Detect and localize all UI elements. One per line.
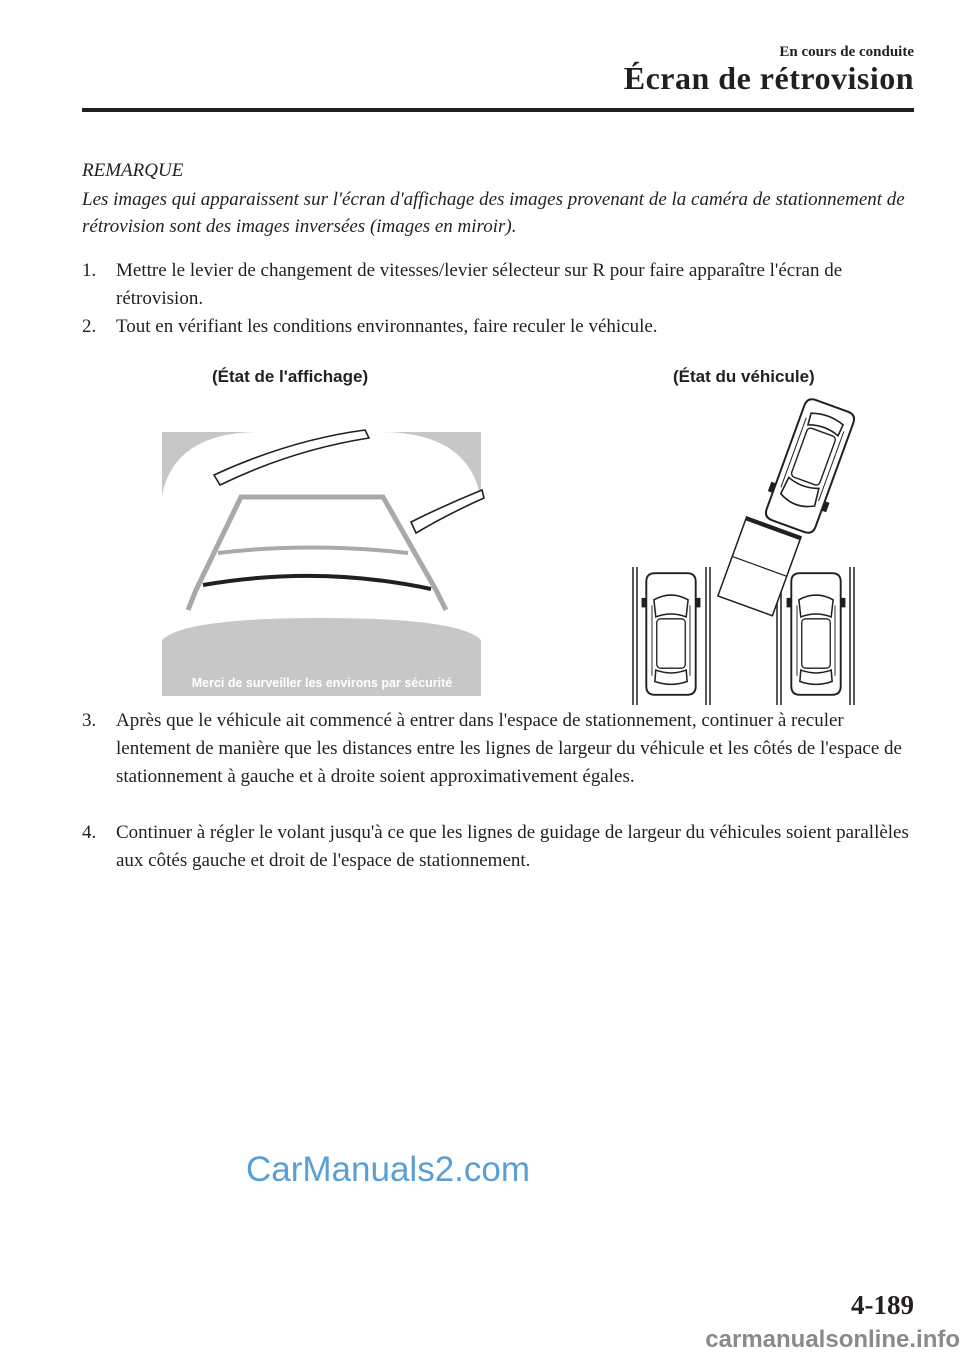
step-3 — [82, 707, 914, 791]
step-number: 4. — [82, 822, 97, 843]
reversing-car — [759, 395, 861, 536]
note-text: Les images qui apparaissent sur l'écran d'affichage des images provenant de la caméra de stationnement de rétrovision sont des images inversées (images en miroir). — [82, 189, 905, 237]
camera-display — [162, 430, 484, 696]
parked-car-left — [642, 573, 701, 695]
page-number: 4-189 — [851, 1290, 914, 1320]
header-section: En cours de conduite — [779, 44, 914, 60]
display-state-label: (État de l'affichage) — [212, 367, 369, 386]
step-text: Après que le véhicule ait commencé à entrer dans l'espace de stationnement, continuer à reculer lentement de manière que les distances entre les lignes de largeur du véhicule et les côtés de l'espace de stationnement à gauche et à droite soient approximativement égales. — [116, 710, 902, 787]
page-title: Écran de rétrovision — [623, 60, 914, 96]
step-text: Continuer à régler le volant jusqu'à ce que les lignes de guidage de largeur du véhicules soient parallèles aux côtés gauche et droit de l'espace de stationnement. — [116, 822, 909, 871]
watermark: CarManuals2.com — [246, 1150, 530, 1189]
step-text: Mettre le levier de changement de vitesses/levier sélecteur sur R pour faire apparaître l'écran de rétrovision. — [116, 260, 843, 309]
step-number: 2. — [82, 316, 97, 337]
step-number: 1. — [82, 260, 97, 281]
parked-car-right — [787, 573, 846, 695]
footer-watermark: carmanualsonline.info — [705, 1326, 960, 1353]
screen-caption: Merci de surveiller les environs par sécurité — [191, 676, 453, 690]
note-heading: REMARQUE — [82, 160, 184, 181]
step-number: 3. — [82, 710, 97, 731]
step-text: Tout en vérifiant les conditions environnantes, faire reculer le véhicule. — [116, 316, 658, 337]
vehicle-state-label: (État du véhicule) — [673, 367, 815, 386]
step-4 — [82, 819, 914, 875]
